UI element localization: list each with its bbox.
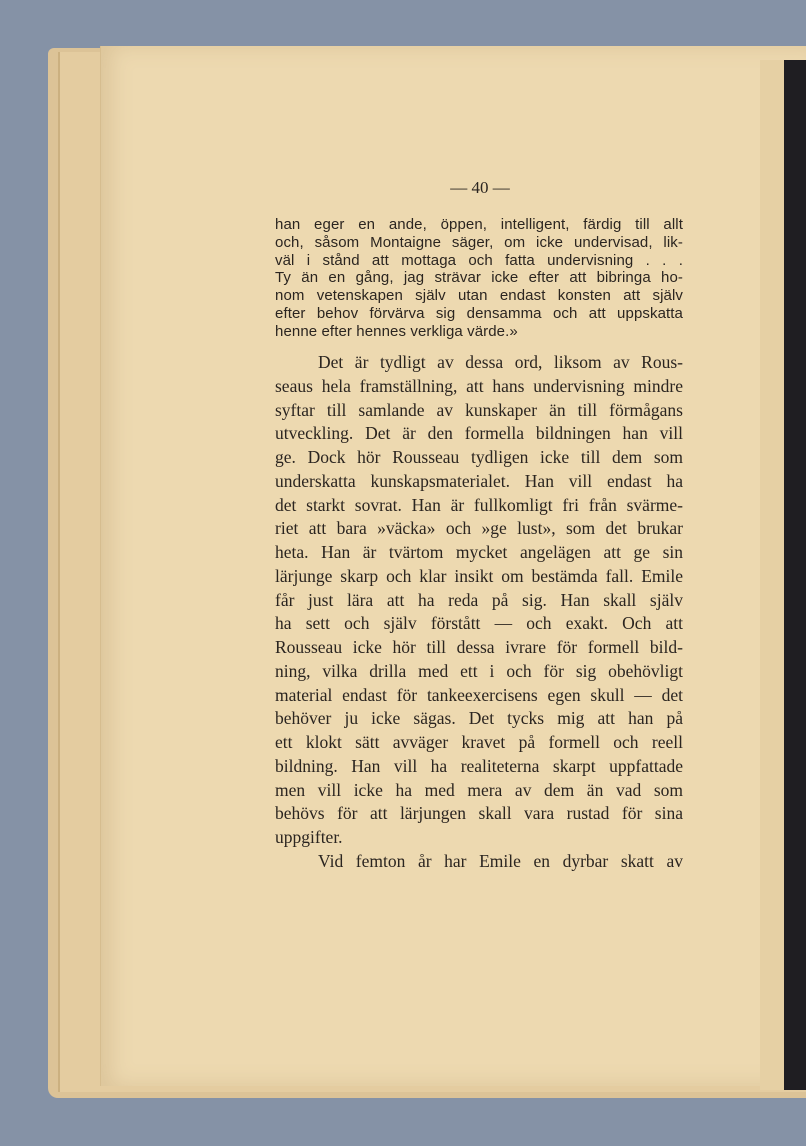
text-line: lärjunge skarp och klar insikt om bestämda fall. Emile bbox=[275, 565, 683, 586]
text-line: och, såsom Montaigne säger, om icke undervisad, lik- bbox=[275, 233, 683, 251]
text-line: heta. Han är tvärtom mycket angelägen att ge sin bbox=[275, 542, 683, 562]
page-number: — 40 — bbox=[450, 178, 510, 197]
text-line: nom vetenskapen själv utan endast konsten att själv bbox=[275, 287, 683, 305]
text-line: Det är tydligt av dessa ord, liksom av Rous- bbox=[318, 352, 683, 372]
text-line: bildning. Han vill ha realiteterna skarpt uppfattade bbox=[275, 755, 683, 776]
text-line: henne efter hennes verkliga värde.» bbox=[275, 322, 518, 340]
text-line: uppgifter. bbox=[275, 827, 343, 847]
text-line: ning, vilka drilla med ett i och för sig obehövligt bbox=[275, 660, 683, 681]
text-line: men vill icke ha med mera av dem än vad som bbox=[275, 779, 683, 800]
text-line: behövs för att lärjungen skall vara rustad för sina bbox=[275, 803, 683, 824]
text-line: riet att bara »väcka» och »ge lust», som det brukar bbox=[275, 518, 683, 539]
text-line: behöver ju icke sägas. Det tycks mig att han på bbox=[275, 708, 683, 729]
text-line: ett klokt sätt avväger kravet på formell och reell bbox=[275, 732, 683, 752]
text-line: väl i stånd att mottaga och fatta undervisning . . . bbox=[275, 251, 683, 269]
scan-shadow bbox=[784, 60, 806, 1090]
text-line: utveckling. Det är den formella bildningen han vill bbox=[275, 423, 683, 444]
text-line: får just lära att ha reda på sig. Han skall själv bbox=[275, 589, 683, 610]
text-line: Vid femton år har Emile en dyrbar skatt av bbox=[318, 850, 683, 871]
text-line: efter behov förvärva sig densamma och att uppskatta bbox=[275, 305, 683, 322]
text-line: seaus hela framställning, att hans undervisning mindre bbox=[275, 375, 683, 396]
facing-page-edge bbox=[760, 60, 784, 1090]
text-line: ha sett och själv förstått — och exakt. Och att bbox=[275, 613, 683, 634]
text-line: syftar till samlande av kunskaper än till förmågans bbox=[275, 399, 683, 420]
text-line: Rousseau icke hör till dessa ivrare för formell bild- bbox=[275, 637, 683, 657]
text-line: han eger en ande, öppen, intelligent, färdig till allt bbox=[275, 216, 683, 233]
text-line: Ty än en gång, jag strävar icke efter att bibringa ho- bbox=[275, 269, 683, 287]
text-line: material endast för tankeexercisens egen skull — det bbox=[275, 684, 683, 705]
text-line: det starkt sovrat. Han är fullkomligt fri från svärme- bbox=[275, 494, 683, 515]
text-line: ge. Dock hör Rousseau tydligen icke till dem som bbox=[275, 447, 683, 467]
text-line: underskatta kunskapsmaterialet. Han vill endast ha bbox=[275, 470, 683, 491]
